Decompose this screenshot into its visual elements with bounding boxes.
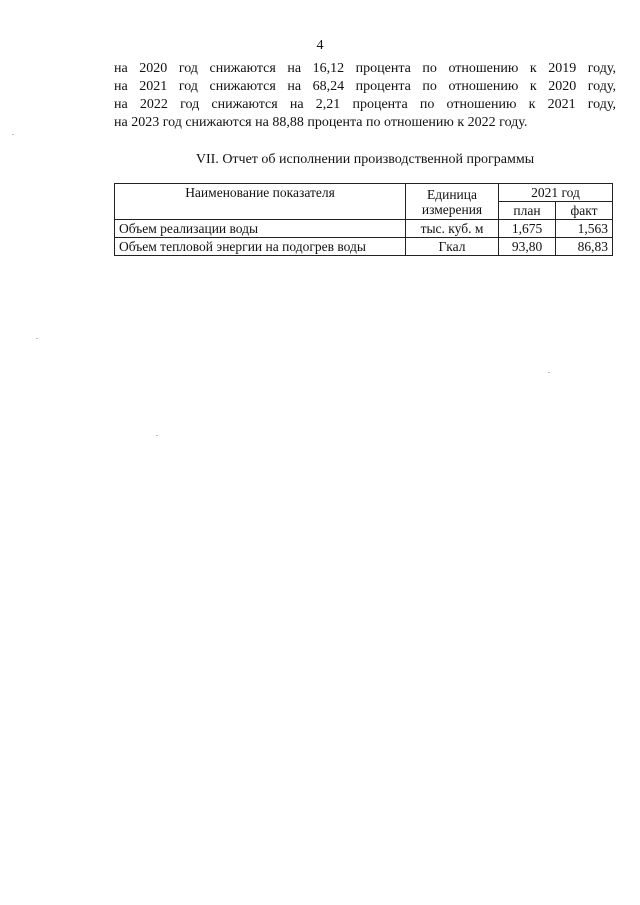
header-plan: план xyxy=(499,202,556,220)
scan-speck xyxy=(548,372,550,373)
production-program-table xyxy=(114,183,613,256)
paragraph-line: на 2021 год снижаются на 68,24 процента по отношению к 2020 году, xyxy=(114,79,616,94)
scan-speck xyxy=(36,338,38,339)
cell-fact: 1,563 xyxy=(556,220,613,238)
cell-unit: тыс. куб. м xyxy=(406,220,499,238)
page-number: 4 xyxy=(316,38,324,53)
body-paragraph xyxy=(114,60,616,132)
table-row xyxy=(115,220,613,238)
scan-speck xyxy=(12,134,14,135)
table-row xyxy=(115,238,613,256)
header-year: 2021 год xyxy=(499,184,613,202)
cell-plan: 1,675 xyxy=(499,220,556,238)
scan-speck xyxy=(156,435,158,436)
table-header-row xyxy=(115,184,613,202)
header-fact: факт xyxy=(556,202,613,220)
header-indicator-name: Наименование показателя xyxy=(115,184,406,220)
cell-unit: Гкал xyxy=(406,238,499,256)
paragraph-line: на 2023 год снижаются на 88,88 процента по отношению к 2022 году. xyxy=(114,115,528,130)
paragraph-line: на 2022 год снижаются на 2,21 процента по отношению к 2021 году, xyxy=(114,97,616,112)
cell-fact: 86,83 xyxy=(556,238,613,256)
cell-plan: 93,80 xyxy=(499,238,556,256)
paragraph-line: на 2020 год снижаются на 16,12 процента по отношению к 2019 году, xyxy=(114,61,616,76)
cell-indicator-name: Объем реализации воды xyxy=(115,220,406,238)
header-unit: Единица измерения xyxy=(406,184,499,220)
section-title: VII. Отчет об исполнении производственной программы xyxy=(195,152,535,167)
cell-indicator-name: Объем тепловой энергии на подогрев воды xyxy=(115,238,406,256)
